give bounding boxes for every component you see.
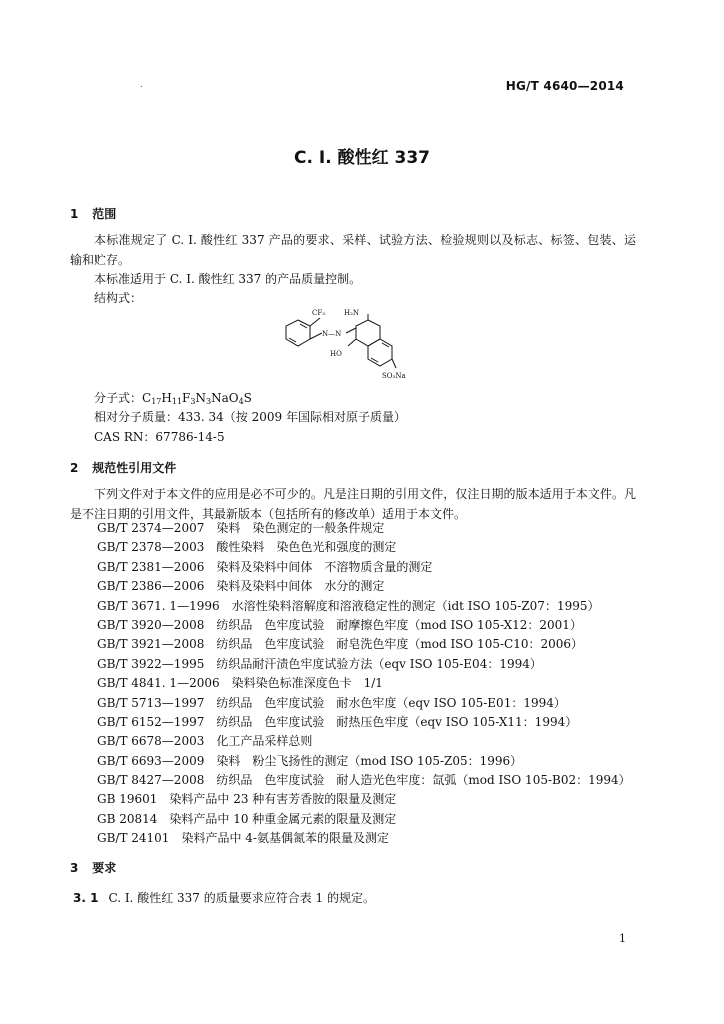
cas-number: CAS RN：67786-14-5 [94,430,225,444]
formula-element: C [142,391,152,405]
section-2-heading [70,459,176,476]
section-title: 范围 [92,207,117,221]
normative-intro-paragraph: 下列文件对于本文件的应用是必不可少的。凡是注日期的引用文件，仅注日期的版本适用于本文件。凡是不注日期的引用文件，其最新版本（包括所有的修改单）适用于本文件。 [70,487,636,521]
formula-element: N [195,391,206,405]
reference-item: GB/T 5713—1997 纺织品 色牢度试验 耐水色牢度（eqv ISO 105-E01：1994） [97,695,566,710]
formula-count: 3 [190,397,196,406]
reference-item: GB 19601 染料产品中 23 种有害芳香胺的限量及测定 [97,792,397,807]
reference-item: GB/T 2386—2006 染料及染料中间体 水分的测定 [97,579,385,594]
section-number: 1 [70,207,79,221]
reference-item: GB/T 3920—2008 纺织品 色牢度试验 耐摩擦色牢度（mod ISO 105-X12：2001） [97,617,582,632]
formula-count: 17 [151,397,162,406]
section-title: 规范性引用文件 [92,461,177,475]
section-number: 3 [70,861,79,875]
clause-text: C. I. 酸性红 337 的质量要求应符合表 1 的规定。 [108,891,375,905]
formula-count: 4 [238,397,244,406]
formula-element: NaO [211,391,239,405]
reference-item: GB/T 24101 染料产品中 4-氨基偶氮苯的限量及测定 [97,831,389,846]
molecular-weight: 相对分子质量：433. 34（按 2009 年国际相对原子质量） [94,410,406,424]
applicability-line: 本标准适用于 C. I. 酸性红 337 的产品质量控制。 [94,272,362,286]
reference-item: GB/T 4841. 1—2006 染料染色标准深度色卡 1/1 [97,676,383,691]
molecular-formula [94,389,252,406]
cf3-label: CF₃ [312,309,326,317]
formula-element: F [182,391,191,405]
section-1-heading [70,205,116,222]
reference-item: GB/T 3921—2008 纺织品 色牢度试验 耐皂洗色牢度（mod ISO 105-C10：2006） [97,637,584,652]
standard-code: HG/T 4640—2014 [505,79,624,93]
nh2-label: H₂N [344,309,360,317]
formula-element: S [243,391,252,405]
ho-label: HO [330,350,342,358]
clause-number: 3. 1 [73,891,99,905]
section-3-heading [70,859,116,876]
reference-list [97,519,631,849]
reference-item: GB/T 6693—2009 染料 粉尘飞扬性的测定（mod ISO 105-Z05：1996） [97,753,523,768]
reference-item: GB/T 3671. 1—1996 水溶性染料溶解度和溶液稳定性的测定（idt ISO 105-Z07：1995） [97,598,600,613]
azo-label: N—N [322,330,342,338]
page-number: 1 [619,932,626,945]
reference-item: GB 20814 染料产品中 10 种重金属元素的限量及测定 [97,811,397,826]
reference-item: GB/T 3922—1995 纺织品耐汗渍色牢度试验方法（eqv ISO 105-E04：1994） [97,656,542,671]
formula-count: 11 [171,397,183,406]
reference-item: GB/T 8427—2008 纺织品 色牢度试验 耐人造光色牢度：氙弧（mod ISO 105-B02：1994） [97,773,631,788]
structural-formula [270,306,430,386]
section-number: 2 [70,461,79,475]
reference-item: GB/T 2381—2006 染料及染料中间体 不溶物质含量的测定 [97,559,433,574]
clause-3-1 [73,889,375,906]
reference-item: GB/T 2378—2003 酸性染料 染色色光和强度的测定 [97,540,397,555]
reference-item: GB/T 2374—2007 染料 染色测定的一般条件规定 [97,521,385,535]
reference-item: GB/T 6678—2003 化工产品采样总则 [97,734,313,749]
structure-label: 结构式： [94,291,143,305]
so3na-label: SO₃Na [382,372,406,380]
scope-paragraph: 本标准规定了 C. I. 酸性红 337 产品的要求、采样、试验方法、检验规则以及标志、标签、包装、运输和贮存。 [70,233,636,267]
section-title: 要求 [92,861,117,875]
formula-count: 3 [205,397,212,406]
document-title: C. I. 酸性红 337 [294,148,430,168]
formula-label: 分子式： [94,391,143,405]
formula-element: H [161,391,172,405]
header-dot: . [140,80,143,89]
reference-item: GB/T 6152—1997 纺织品 色牢度试验 耐热压色牢度（eqv ISO 105-X11：1994） [97,714,578,729]
